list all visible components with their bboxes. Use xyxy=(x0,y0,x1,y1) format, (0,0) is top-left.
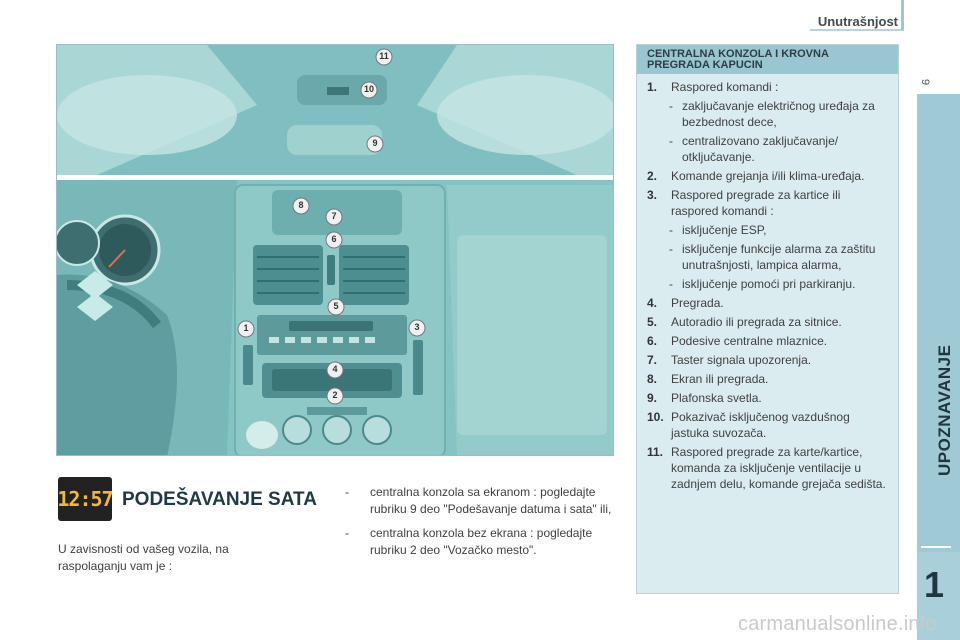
legend-item-10: 10. Pokazivač isključenog vazdušnog jastuka suvozača. xyxy=(647,410,850,440)
panel-title: CENTRALNA KONZOLA I KROVNA PREGRADA KAPUCIN xyxy=(637,45,898,74)
header-rule xyxy=(810,29,904,31)
legend-item-2: 2. Komande grejanja i/ili klima-uređaja. xyxy=(647,169,865,183)
legend-item-5: 5. Autoradio ili pregrada za sitnice. xyxy=(647,315,842,329)
legend-item-9: 9. Plafonska svetla. xyxy=(647,391,762,405)
chapter-label: UPOZNAVANJE xyxy=(935,344,954,476)
legend-item-6: 6. Podesive centralne mlaznice. xyxy=(647,334,828,348)
chapter-number: 1 xyxy=(924,564,945,605)
legend-item-4: 4. Pregrada. xyxy=(647,296,724,310)
dashboard-illustration xyxy=(56,44,614,456)
page-number: 9 xyxy=(919,78,932,86)
clock-display-icon xyxy=(58,477,112,521)
footer-watermark: carmanualsonline.info xyxy=(738,613,937,635)
legend-item-1: 1. Raspored komandi : xyxy=(647,80,779,94)
callout-5: 5 xyxy=(327,298,345,316)
legend-subitem: - centralizovano zaključavanje/ otključavanje. xyxy=(669,134,839,164)
section-intro: U zavisnosti od vašeg vozila, na raspolaganju vam je : xyxy=(58,542,229,573)
legend-subitem: - isključenje pomoći pri parkiranju. xyxy=(669,277,856,291)
callout-7: 7 xyxy=(325,208,343,226)
clock-digits: 12:57 xyxy=(57,487,113,511)
chapter-underline xyxy=(921,546,951,548)
callout-2: 2 xyxy=(326,387,344,405)
callout-10: 10 xyxy=(360,81,378,99)
list-item: - centralna konzola sa ekranom : pogledajte rubriku 9 deo "Podešavanje datuma i sata" ili, xyxy=(345,485,612,516)
callout-8: 8 xyxy=(292,197,310,215)
header-rule-vertical xyxy=(901,0,904,30)
legend-item-3: 3. Raspored pregrade za kartice ili raspored komandi : xyxy=(647,188,841,218)
legend-subitem: - isključenje funkcije alarma za zaštitu unutrašnjosti, lampica alarma, xyxy=(669,242,876,272)
section-title: PODEŠAVANJE SATA xyxy=(122,489,317,510)
list-item: - centralna konzola bez ekrana : pogledajte rubriku 2 deo "Vozačko mesto". xyxy=(345,526,593,557)
callout-3: 3 xyxy=(408,319,426,337)
callout-1: 1 xyxy=(237,320,255,338)
legend-subitem: - zaključavanje električnog uređaja za bezbednost dece, xyxy=(669,99,875,129)
clock-options-list xyxy=(345,484,615,566)
legend-item-8: 8. Ekran ili pregrada. xyxy=(647,372,769,386)
callout-6: 6 xyxy=(325,231,343,249)
callout-11: 11 xyxy=(375,48,393,66)
callout-4: 4 xyxy=(326,361,344,379)
legend-subitem: - isključenje ESP, xyxy=(669,223,767,237)
legend-item-7: 7. Taster signala upozorenja. xyxy=(647,353,812,367)
header-title: Unutrašnjost xyxy=(817,14,898,29)
callout-9: 9 xyxy=(366,135,384,153)
legend-item-11: 11. Raspored pregrade za karte/kartice, komanda za isključenje ventilacije u zadnjem delu, komande grejača sedišta. xyxy=(647,445,886,491)
legend-panel xyxy=(636,44,899,594)
